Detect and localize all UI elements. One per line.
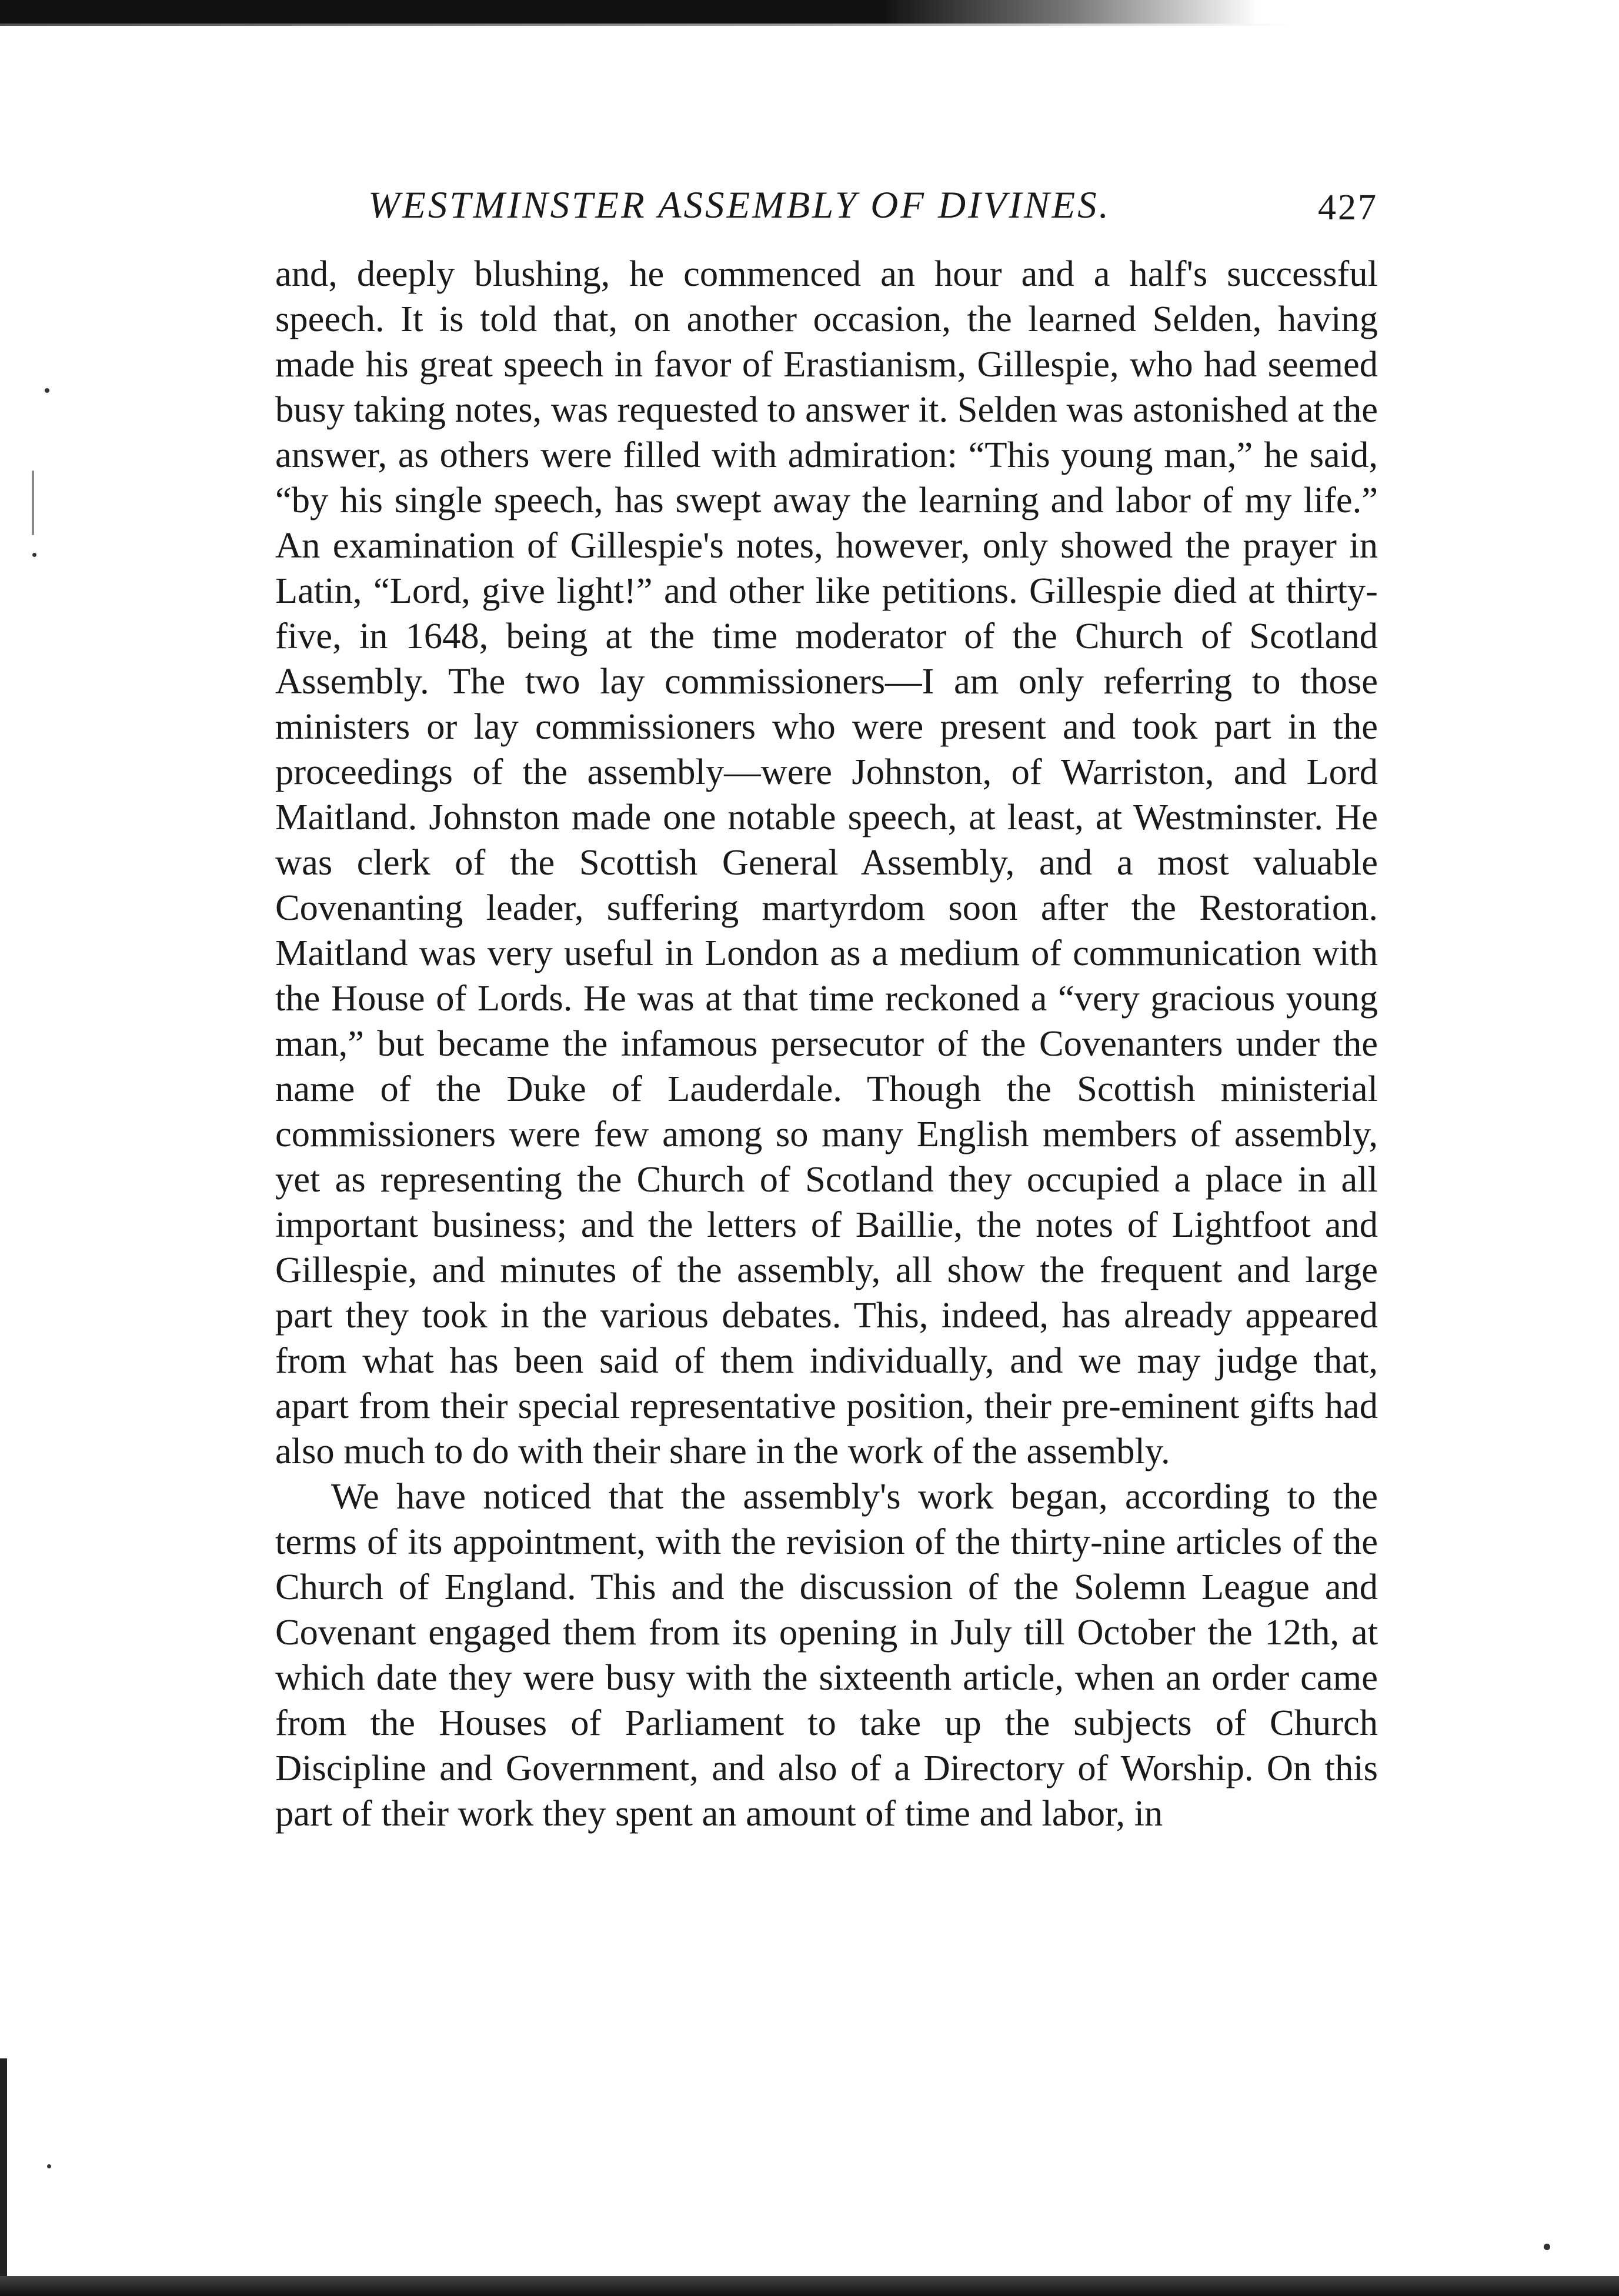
- page-number: 427: [1318, 188, 1378, 228]
- scan-edge-left: [0, 2058, 7, 2296]
- body-text: [275, 251, 1378, 1836]
- scan-speck: [1544, 2244, 1550, 2250]
- scan-edge-top-thin: [0, 24, 1294, 26]
- scan-speck: [45, 388, 49, 393]
- paragraph: and, deeply blushing, he commenced an hour and a half's successful speech. It is told that, on another occasion, the learned Selden, having made his great speech in favor of Erastianism, Gillespie, who had seemed busy taking notes, was requested to answer it. Selden was astonished at the answer, as others were filled with admiration: “This young man,” he said, “by his single speech, has swept away the learning and labor of my life.” An examination of Gillespie's notes, however, only showed the prayer in Latin, “Lord, give light!” and other like petitions. Gillespie died at thirty-five, in 1648, being at the time moderator of the Church of Scotland Assembly. The two lay commissioners—I am only referring to those ministers or lay commissioners who were present and took part in the proceedings of the assembly—were Johnston, of Warriston, and Lord Maitland. Johnston made one notable speech, at least, at Westminster. He was clerk of the Scottish General Assembly, and a most valuable Covenanting leader, suffering martyrdom soon after the Restoration. Maitland was very useful in London as a medium of communication with the House of Lords. He was at that time reckoned a “very gracious young man,” but became the infamous persecutor of the Covenanters under the name of the Duke of Lauderdale. Though the Scottish ministerial commissioners were few among so many English members of assembly, yet as representing the Church of Scotland they occupied a place in all important business; and the letters of Baillie, the notes of Lightfoot and Gillespie, and minutes of the assembly, all show the frequent and large part they took in the various debates. This, indeed, has already appeared from what has been said of them individually, and we may judge that, apart from their special representative position, their pre-eminent gifts had also much to do with their share in the work of the assembly.: [275, 253, 1378, 1471]
- paragraph: We have noticed that the assembly's work began, according to the terms of its appointment, with the revision of the thirty-nine articles of the Church of England. This and the discussion of the Solemn League and Covenant engaged them from its opening in July till October the 12th, at which date they were busy with the sixteenth article, when an order came from the Houses of Parliament to take up the subjects of Church Discipline and Government, and also of a Directory of Worship. On this part of their work they spent an amount of time and labor, in: [275, 1476, 1378, 1834]
- page-header: [275, 176, 1378, 241]
- running-title: WESTMINSTER ASSEMBLY OF DIVINES.: [368, 184, 1111, 226]
- scan-speck: [32, 470, 34, 535]
- scan-edge-top: [0, 0, 1259, 24]
- scan-speck: [47, 2164, 51, 2168]
- scan-speck: [32, 553, 36, 557]
- scan-edge-bottom: [0, 2276, 1619, 2296]
